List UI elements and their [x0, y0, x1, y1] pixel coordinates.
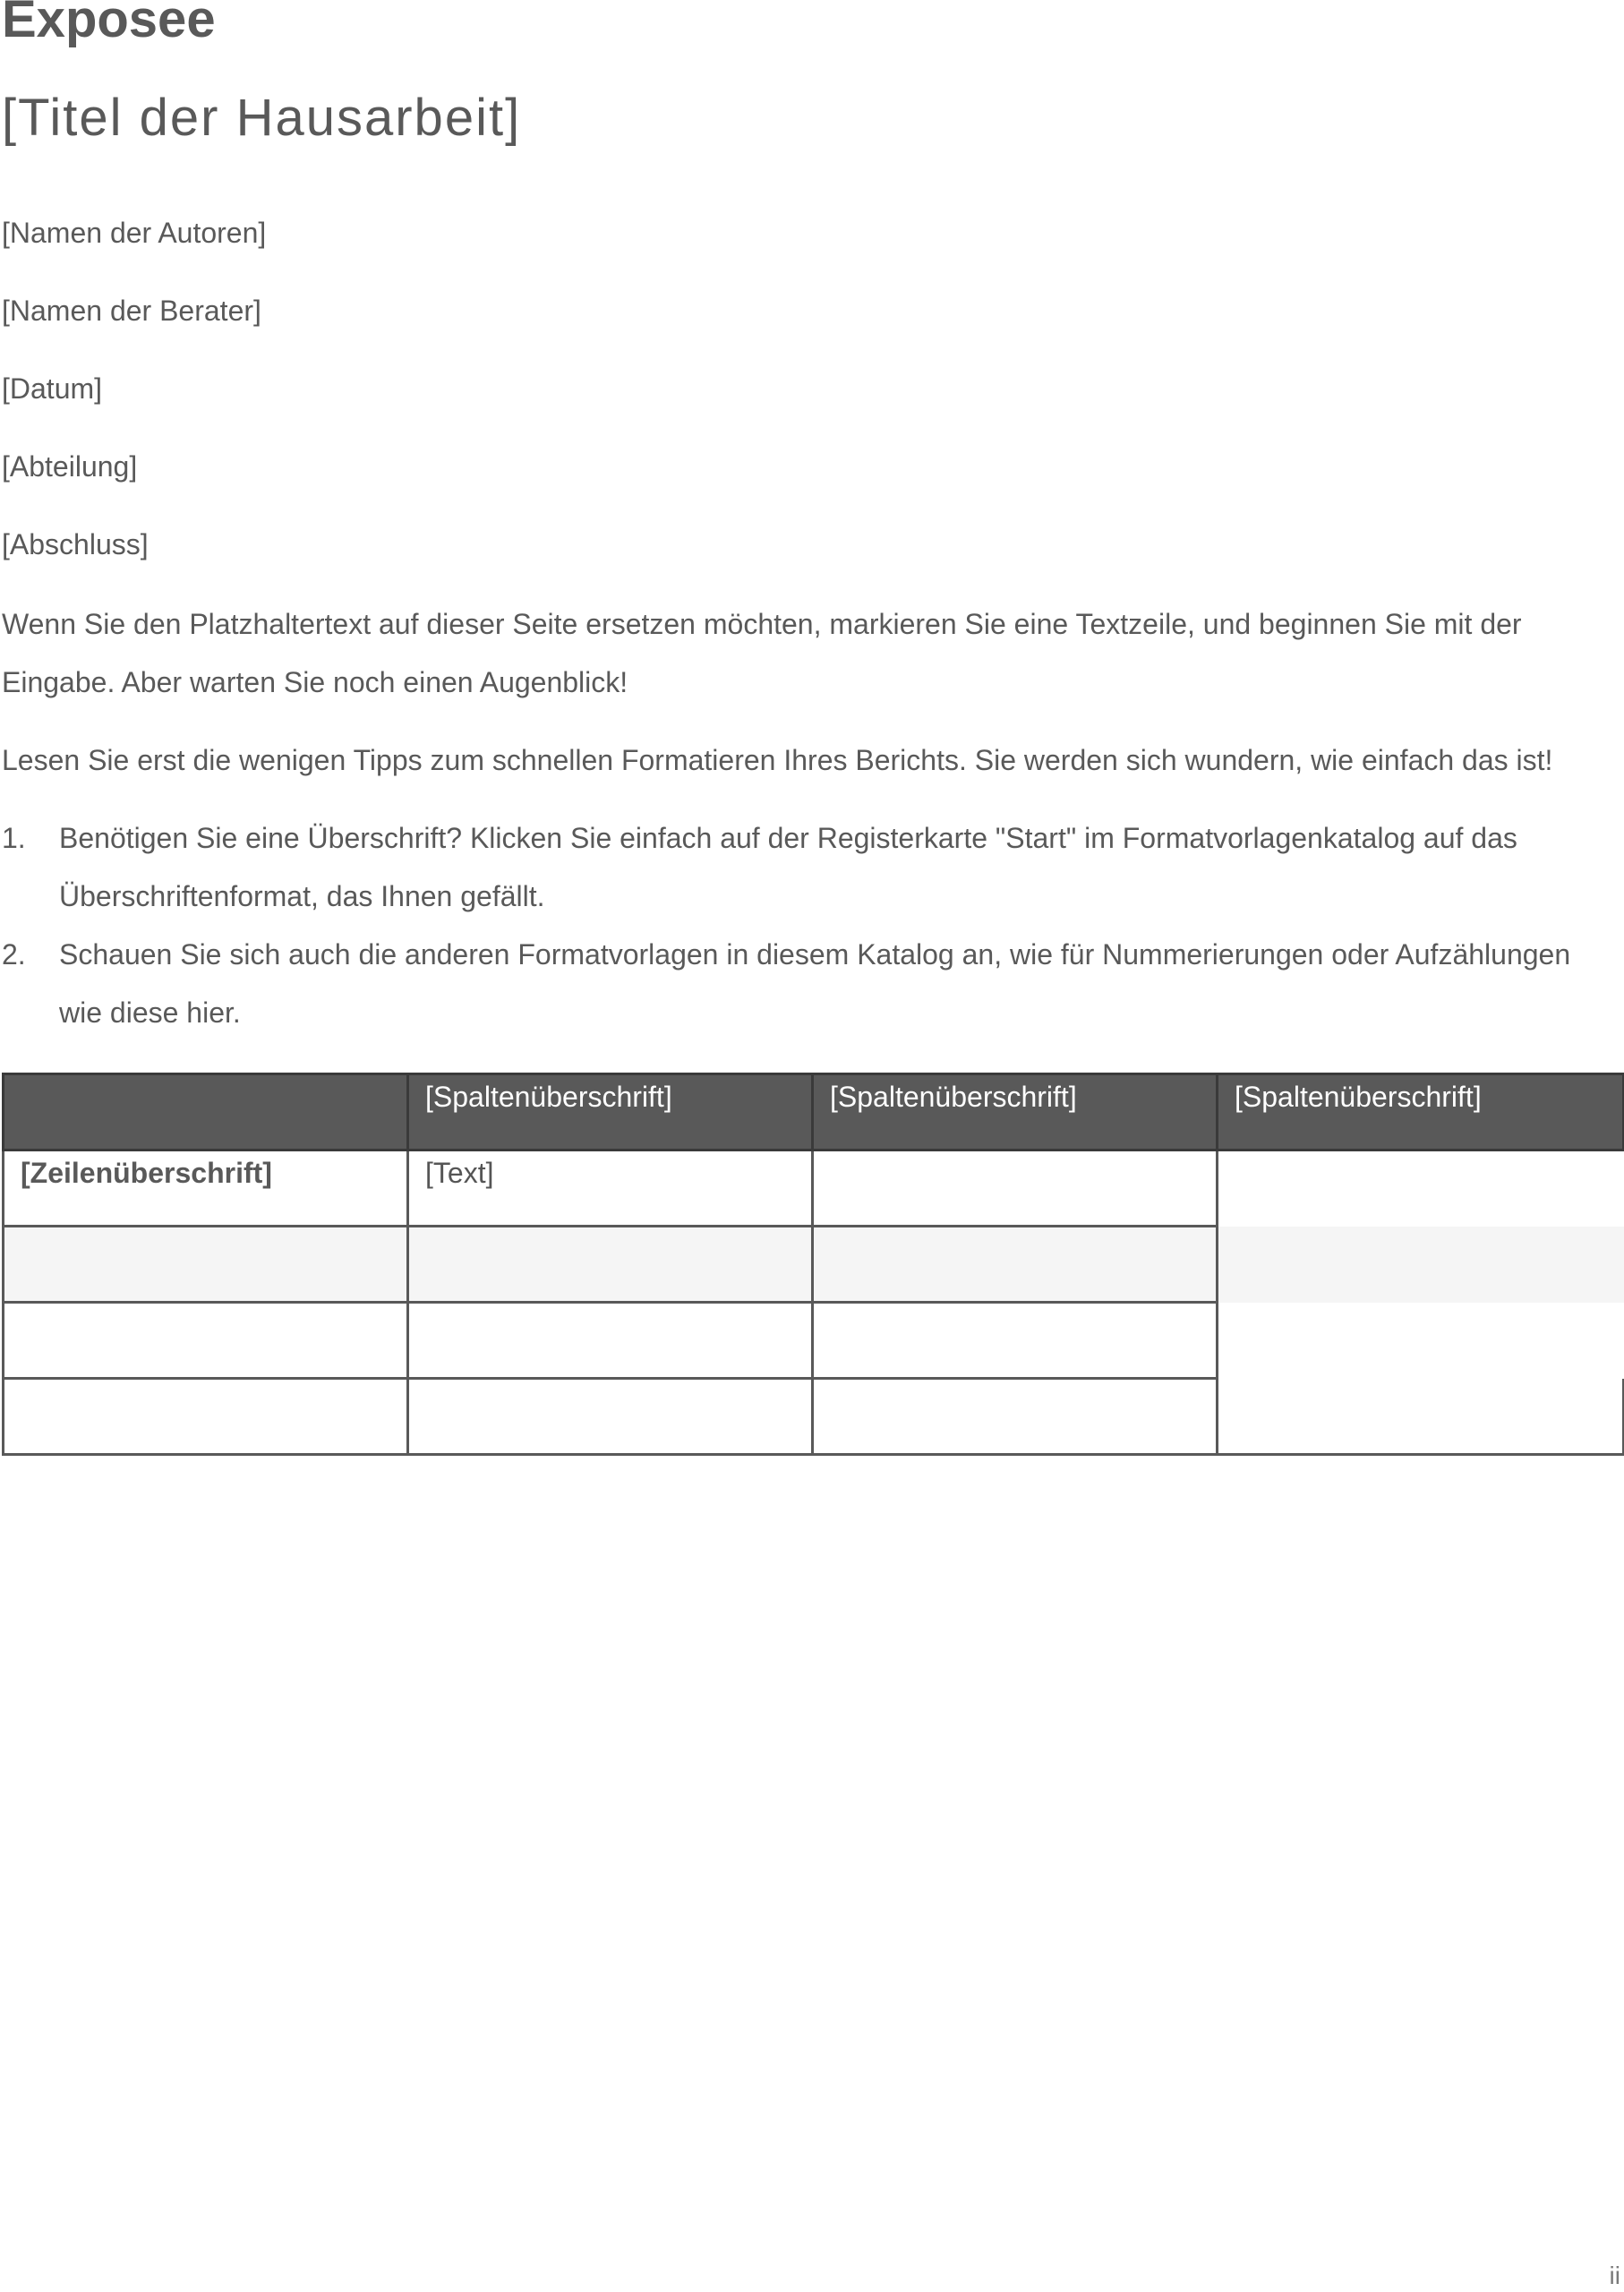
tips-paragraph: Lesen Sie erst die wenigen Tipps zum schnellen Formatieren Ihres Berichts. Sie werden sich wundern, wie einfach das ist!: [2, 744, 1553, 776]
page-number: ii: [1609, 2262, 1620, 2289]
table-cell[interactable]: [408, 1303, 813, 1379]
list-item: [2, 926, 1604, 1042]
table-cell[interactable]: [1218, 1227, 1624, 1303]
list-item-text: Benötigen Sie eine Überschrift? Klicken Sie einfach auf der Registerkarte "Start" im Formatvorlagenkatalog auf das Überschriftenformat, das Ihnen gefällt.: [59, 822, 1517, 912]
table-header-row: [4, 1074, 1624, 1150]
document-heading: Exposee: [2, 0, 216, 48]
table-cell[interactable]: [4, 1303, 408, 1379]
authors-line: [Namen der Autoren]: [2, 217, 267, 249]
table-cell[interactable]: [408, 1227, 813, 1303]
row-header-cell[interactable]: [Zeilenüberschrift]: [4, 1150, 408, 1227]
table-cell[interactable]: [813, 1303, 1218, 1379]
column-header[interactable]: [Spaltenüberschrift]: [1218, 1074, 1624, 1150]
intro-paragraph: Wenn Sie den Platzhaltertext auf dieser Seite ersetzen möchten, markieren Sie eine Textzeile, und beginnen Sie mit der Eingabe. Aber warten Sie noch einen Augenblick!: [2, 608, 1522, 698]
column-header[interactable]: [Spaltenüberschrift]: [813, 1074, 1218, 1150]
table-corner-cell[interactable]: [4, 1074, 408, 1150]
table-row: [4, 1150, 1624, 1227]
table-cell[interactable]: [1218, 1303, 1624, 1379]
table-cell[interactable]: [408, 1379, 813, 1455]
table-cell[interactable]: [813, 1227, 1218, 1303]
table-cell[interactable]: [4, 1379, 408, 1455]
advisors-line: [Namen der Berater]: [2, 295, 261, 327]
table-cell[interactable]: [813, 1150, 1218, 1227]
document-title: [Titel der Hausarbeit]: [2, 89, 522, 147]
numbered-list: [2, 809, 1604, 1042]
table-row: [4, 1227, 1624, 1303]
table-row: [4, 1303, 1624, 1379]
degree-line: [Abschluss]: [2, 528, 149, 560]
list-number: 1.: [2, 822, 26, 854]
table-cell[interactable]: [1218, 1379, 1624, 1455]
table-cell[interactable]: [4, 1227, 408, 1303]
table-cell[interactable]: [Text]: [408, 1150, 813, 1227]
table-cell[interactable]: [813, 1379, 1218, 1455]
list-item-text: Schauen Sie sich auch die anderen Formatvorlagen in diesem Katalog an, wie für Nummerierungen oder Aufzählungen wie diese hier.: [59, 938, 1571, 1029]
department-line: [Abteilung]: [2, 450, 138, 483]
list-item: [2, 809, 1604, 926]
placeholder-table: [2, 1073, 1624, 1456]
table-cell[interactable]: [1218, 1150, 1624, 1227]
table-row: [4, 1379, 1624, 1455]
date-line: [Datum]: [2, 372, 103, 405]
list-number: 2.: [2, 938, 26, 971]
column-header[interactable]: [Spaltenüberschrift]: [408, 1074, 813, 1150]
